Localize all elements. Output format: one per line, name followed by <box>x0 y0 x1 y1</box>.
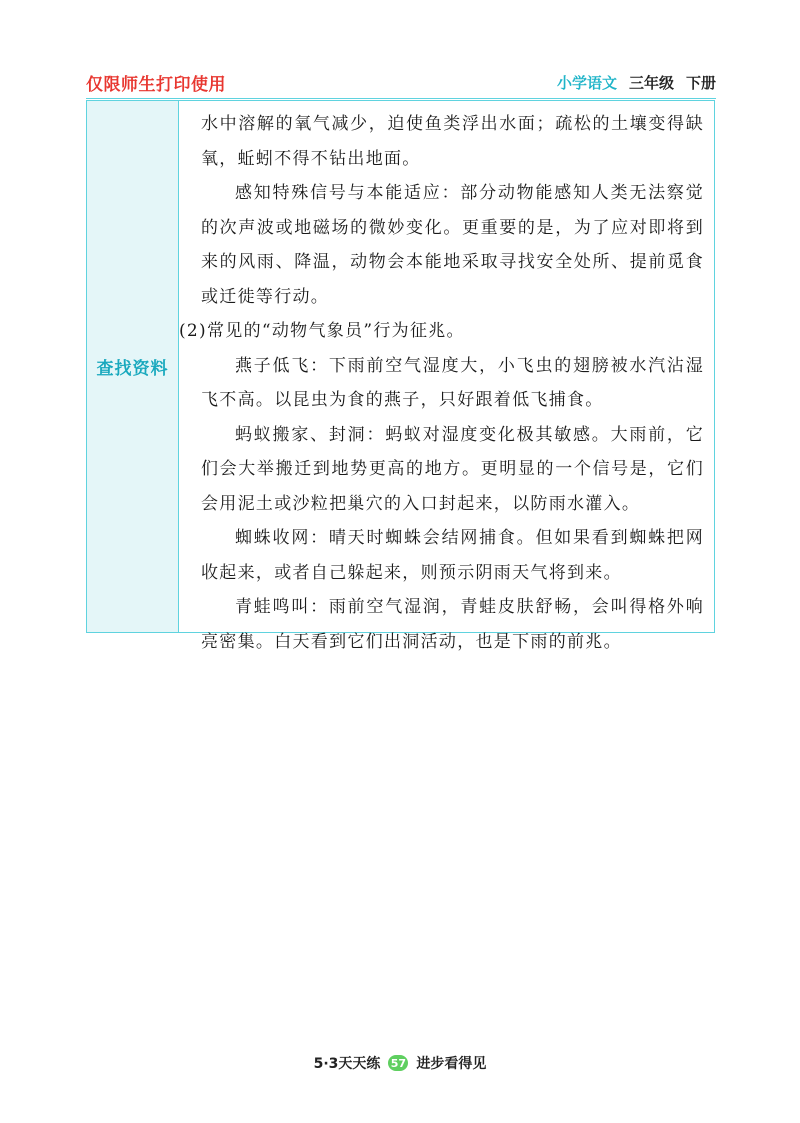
research-table <box>86 100 715 652</box>
page-footer <box>0 1053 800 1073</box>
paragraph-continued: 水中溶解的氧气减少，迫使鱼类浮出水面；疏松的土壤变得缺氧，蚯蚓不得不钻出地面。 <box>201 114 704 169</box>
paragraph: 燕子低飞：下雨前空气湿度大，小飞虫的翅膀被水汽沾湿飞不高。以昆虫为食的燕子，只好跟着低飞捕食。 <box>201 355 704 410</box>
paragraph: 蜘蛛收网：晴天时蜘蛛会结网捕食。但如果看到蜘蛛把网收起来，或者自己躲起来，则预示阴雨天气将到来。 <box>201 528 704 583</box>
paragraph: 蚂蚁搬家、封洞：蚂蚁对湿度变化极其敏感。大雨前，它们会大举搬迁到地势更高的地方。更明显的一个信号是，它们会用泥土或沙粒把巢穴的入口封起来，以防雨水灌入。 <box>201 424 704 514</box>
paragraph: 感知特殊信号与本能适应：部分动物能感知人类无法察觉的次声波或地磁场的微妙变化。更重要的是，为了应对即将到来的风雨、降温，动物会本能地采取寻找安全处所、提前觅食或迁徙等行动。 <box>201 183 704 307</box>
page-number: 57 <box>388 1055 408 1071</box>
subject-label: 小学语文 <box>556 74 617 92</box>
paragraph: 青蛙鸣叫：雨前空气湿润，青蛙皮肤舒畅，会叫得格外响亮密集。白天看到它们出洞活动，也是下雨的前兆。 <box>201 597 704 652</box>
header-divider <box>86 98 716 99</box>
term-label: 下册 <box>685 74 716 92</box>
grade-label: 三年级 <box>628 74 674 92</box>
section-label-cell <box>87 101 179 632</box>
section-label: 查找资料 <box>96 359 169 379</box>
section-content <box>179 101 714 652</box>
footer-slogan: 进步看得见 <box>416 1056 487 1072</box>
subheading: (2)常见的“动物气象员”行为征兆。 <box>179 321 465 341</box>
print-notice: 仅限师生打印使用 <box>86 75 226 95</box>
footer-brand: 5·3天天练 <box>313 1056 381 1072</box>
book-info <box>557 72 716 93</box>
